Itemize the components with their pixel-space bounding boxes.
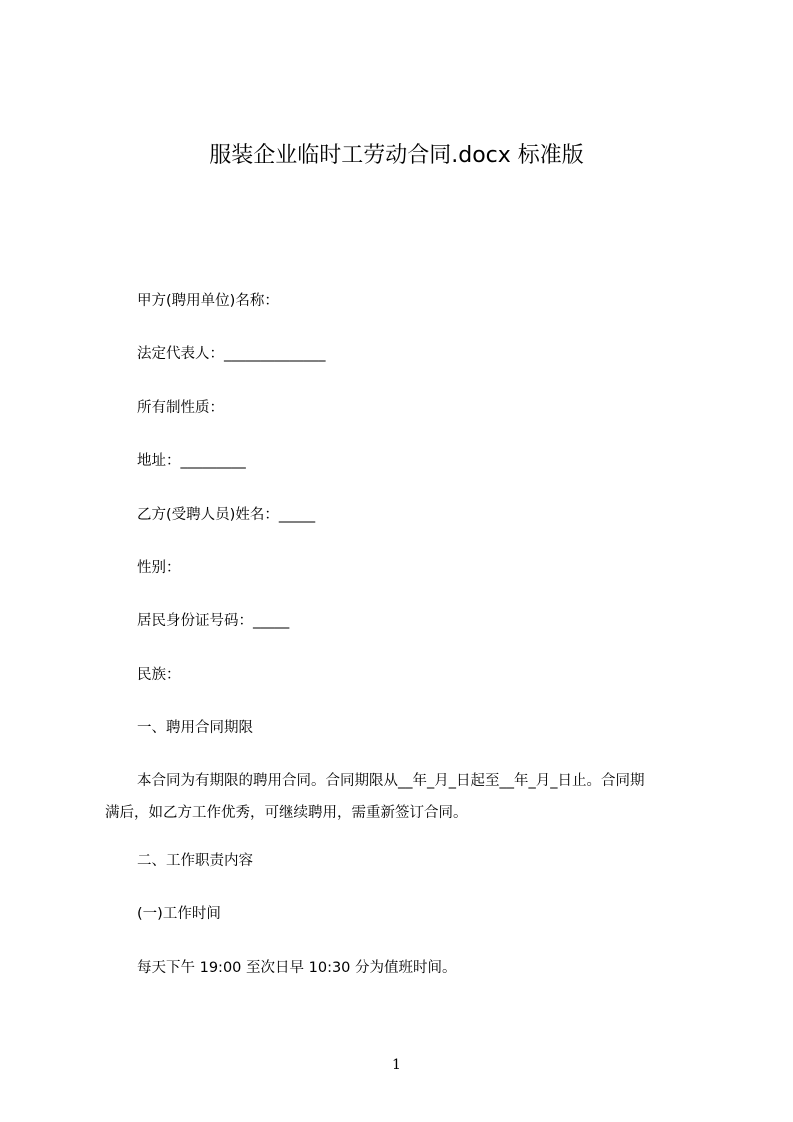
section-heading-contract-term: 一、聘用合同期限 xyxy=(137,720,253,736)
field-legal-representative: 法定代表人：______________ xyxy=(137,346,326,362)
work-hours-text: 每天下午 19:00 至次日早 10:30 分为值班时间。 xyxy=(137,960,457,976)
document-title: 服装企业临时工劳动合同.docx 标准版 xyxy=(209,143,584,168)
contract-term-paragraph xyxy=(105,765,705,829)
field-address: 地址：_________ xyxy=(137,453,246,469)
page-number: 1 xyxy=(392,1057,401,1073)
field-employer-name: 甲方(聘用单位)名称： xyxy=(137,293,279,309)
field-ethnicity: 民族： xyxy=(137,667,181,683)
contract-term-line-2: 满后，如乙方工作优秀，可继续聘用，需重新签订合同。 xyxy=(105,805,468,821)
field-ownership-type: 所有制性质： xyxy=(137,400,224,416)
subsection-heading-work-hours: (一)工作时间 xyxy=(137,906,221,922)
field-id-number: 居民身份证号码：_____ xyxy=(137,613,290,629)
contract-term-line-1: 本合同为有期限的聘用合同。合同期限从__年_月_日起至__年_月_日止。合同期 xyxy=(137,773,645,789)
field-gender: 性别： xyxy=(137,560,181,576)
field-employee-name: 乙方(受聘人员)姓名：_____ xyxy=(137,507,316,523)
section-heading-duties: 二、工作职责内容 xyxy=(137,853,253,869)
